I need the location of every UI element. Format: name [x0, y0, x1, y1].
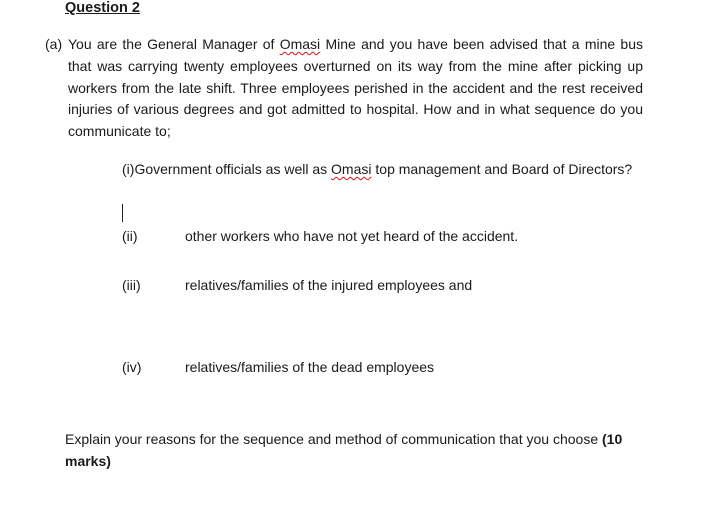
item-i-number: (i) [122, 161, 135, 177]
explain-instruction [65, 428, 645, 472]
mine-name-spellcheck: Omasi [279, 36, 321, 52]
item-iv-text: relatives/families of the dead employees [185, 359, 435, 375]
part-a-body [68, 34, 643, 143]
item-ii-text: other workers who have not yet heard of the accident. [185, 228, 519, 244]
part-a-text-rest: Mine and you have been advised that a mine bus that was carrying twenty employees overturned on its way from the mine after picking up workers from the late shift. Three employees perished in the accident and the rest received injuries of various degrees and got admitted to hospital. How and in what sequence do you communicate to; [68, 36, 644, 140]
part-a-label: (a) [45, 36, 63, 52]
item-i-mine-name-spellcheck: Omasi [331, 161, 372, 177]
text-cursor [122, 204, 123, 222]
item-iv-number: (iv) [122, 359, 142, 375]
item-i-text-start: Government officials as well as [134, 161, 332, 177]
item-ii-number: (ii) [122, 228, 138, 244]
item-i [122, 158, 643, 180]
item-iii-text: relatives/families of the injured employees and [185, 277, 473, 293]
marks-label: (10 marks) [65, 431, 623, 469]
item-i-text-rest: top management and Board of Directors? [371, 161, 633, 177]
part-a-text-start: You are the General Manager of [68, 36, 280, 52]
explain-text: Explain your reasons for the sequence and method of communication that you choose [65, 431, 602, 447]
item-iii-number: (iii) [122, 277, 141, 293]
question-heading: Question 2 [65, 0, 140, 16]
part-a-paragraph [45, 34, 643, 143]
